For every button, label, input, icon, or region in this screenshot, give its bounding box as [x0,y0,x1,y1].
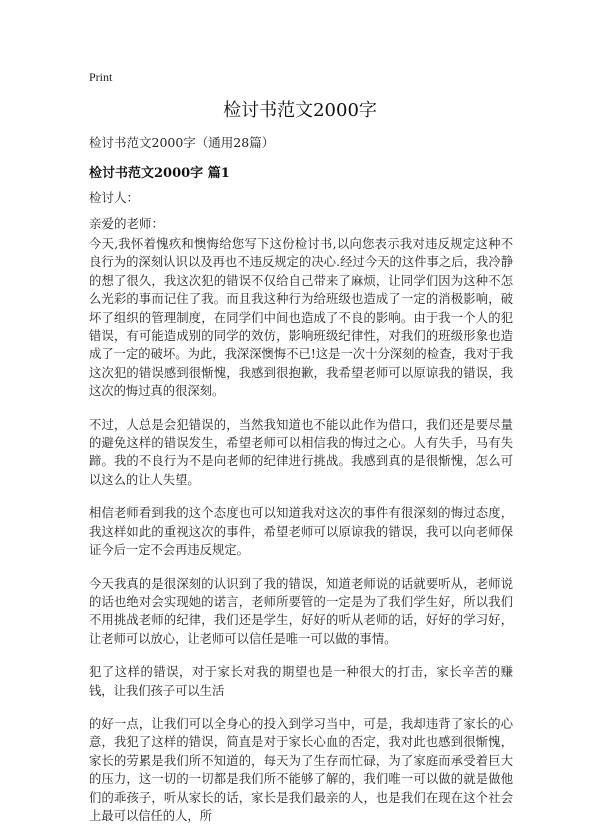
section-heading: 检讨书范文2000字 篇1 [89,166,230,181]
paragraph-1: 今天,我怀着愧疚和懊悔给您写下这份检讨书,以向您表示我对违反规定这种不良行为的深刻认识以及再也不违反规定的决心.经过今天的这件事之后，我冷静的想了很久，我这次犯的错误不仅给自己带来了麻烦，让同学们因为这种不怎么光彩的事而记住了我。而且我这种行为给班级也造成了一定的消极影响，破坏了组织的管理制度，在同学们中间也造成了不良的影响。由于我一个人的犯错误，有可能造成别的同学的效仿，影响班级纪律性，对我们的班级形象也造成了一定的破坏。为此，我深深懊悔不已!这是一次十分深刻的检查，我对于我这次犯的错误感到很惭愧，我感到很抱歉，我希望老师可以原谅我的错误，我这次的悔过真的很深刻。 [89,237,513,399]
letter-body [89,235,513,840]
paragraph-6: 的好一点，让我们可以全身心的投入到学习当中，可是，我却违背了家长的心意，我犯了这样的错误，简直是对于家长心血的否定，我对此也感到很惭愧，家长的劳累是我们所不知道的，每天为了生存而忙碌，为了家庭而承受着巨大的压力，这一切的一切都是我们所不能够了解的，我们唯一可以做的就是做他们的乖孩子，听从家长的话，家长是我们最亲的人，也是我们在现在这个社会上最可以信任的人，所 [89,716,513,823]
paragraph-5: 犯了这样的错误，对于家长对我的期望也是一种很大的打击，家长辛苦的赚钱，让我们孩子可以生活 [89,665,513,698]
paragraph-4: 今天我真的是很深刻的认识到了我的错误，知道老师说的话就要听从，老师说的话也绝对会实现她的诺言，老师所要管的一定是为了我们学生好，所以我们不用挑战老师的纪律，我们还是学生，好好的听从老师的话，好好的学习好，让老师可以放心，让老师可以信任是唯一可以做的事情。 [89,576,513,646]
paragraph-3: 相信老师看到我的这个态度也可以知道我对这次的事件有很深刻的悔过态度，我这样如此的重视这次的事件，希望老师可以原谅我的错误，我可以向老师保证今后一定不会再违反规定。 [89,506,513,558]
paragraph-2: 不过，人总是会犯错误的，当然我知道也不能以此作为借口，我们还是要尽量的避免这样的错误发生，希望老师可以相信我的悔过之心。人有失手，马有失蹄。我的不良行为不是向老师的纪律进行挑战。我感到真的是很惭愧，怎么可以这么的让人失望。 [89,417,513,487]
page-title: 检讨书范文2000字 [223,100,377,121]
greeting-line: 亲爱的老师： [89,216,165,231]
print-label: Print [89,70,113,84]
reviewer-line: 检讨人： [89,190,140,205]
subtitle: 检讨书范文2000字（通用28篇） [89,135,275,150]
